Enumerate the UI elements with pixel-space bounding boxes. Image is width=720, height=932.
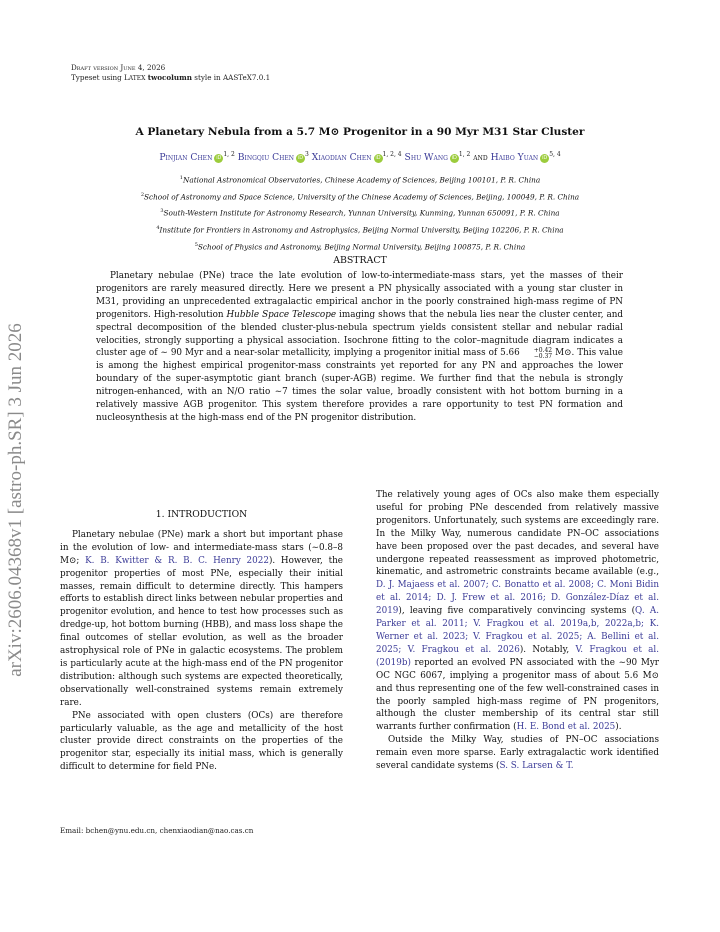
orcid-icon[interactable]: iD — [216, 155, 222, 162]
citation-link[interactable]: S. S. Larsen & T. — [499, 761, 574, 772]
orcid-icon[interactable]: iD — [298, 155, 304, 162]
paragraph — [60, 529, 343, 710]
affiliation-number: 4 — [156, 224, 160, 231]
abstract-body — [96, 270, 623, 425]
abstract-text: Planetary nebulae (PNe) trace the late evolution of low-to-intermediate-mass stars, yet the masses of their progenitors are rarely measured directly. Here we present a PN physically associated with a young star cluster in M31, providing an unprecedented extragalactic empirical anchor in the poorly constrained high-mass regime of PN progenitors. High-resolution — [96, 271, 623, 320]
affiliation-list — [0, 171, 720, 254]
mass-upper: +0.42 — [533, 347, 553, 355]
author-affil-marker: 3 — [305, 151, 309, 158]
citation-link[interactable]: K. B. Kwitter & R. B. C. Henry 2022 — [85, 555, 269, 566]
orcid-icon[interactable]: iD — [375, 155, 381, 162]
abstract-text: imaging shows that the nebula lies near the cluster center, and spectral decomposition of the blended cluster-plus-nebula spectrum yields consistent stellar and nebular radial velocities, strongly supporting a physical association. Isochrone fitting to the color–magnitude diagram indicates a cluster age of ∼ 90 Myr and a near-solar metallicity, implying a progenitor initial mass of 5.66 — [96, 309, 624, 359]
paragraph-text: Planetary nebulae (PNe) mark a short but important phase in the evolution of low- and intermediate-mass stars (∼0.8–8 M⊙; — [60, 529, 343, 566]
paragraph: PNe associated with open clusters (OCs) are therefore particularly valuable, as the age and metallicity of the host cluster provide direct constraints on the properties of the progenitor star, especially its initial mass, which is generally difficult to determine for field PNe. — [60, 710, 343, 773]
affiliation — [0, 171, 720, 188]
author-list — [0, 151, 720, 163]
email-footnote: Email: bchen@ynu.edu.cn, chenxiaodian@nao.cas.cn — [60, 826, 254, 835]
affiliation — [0, 238, 720, 255]
abstract-heading: ABSTRACT — [333, 255, 387, 266]
draft-version: Draft version June 4, 2026 — [71, 63, 166, 72]
author-name[interactable]: Xiaodian Chen — [311, 152, 372, 164]
affiliation — [0, 221, 720, 238]
affiliation-text: Institute for Frontiers in Astronomy and Astrophysics, Beijing Normal University, Beijing 102206, P. R. China — [159, 225, 564, 235]
mass-uncertainty — [520, 348, 552, 360]
author-affil-marker: 1, 2 — [223, 151, 235, 158]
left-column — [60, 509, 343, 774]
paragraph-text: ). — [615, 722, 622, 733]
abstract-text: M⊙. This value is among the highest empirical progenitor-mass constraints yet reported for any PN and approaches the lower boundary of the super-asymptotic giant branch (super-AGB) regime. We further find that the nebula is strongly nitrogen-enhanced, with an N/O ratio ∼7 times the solar value, broadly consistent with hot bottom burning in a relatively massive AGB progenitor. This system therefore provides a rare opportunity to test PN formation and nucleosynthesis at the high-mass end of the PN progenitor distribution. — [96, 348, 623, 424]
affiliation-number: 3 — [160, 208, 164, 215]
typeset-suffix: style in AASTeX7.0.1 — [194, 73, 271, 82]
affiliation-text: School of Astronomy and Space Science, University of the Chinese Academy of Sciences, Beijing, 100049, P. R. China — [144, 192, 580, 202]
paragraph-text: ). Notably, — [519, 644, 576, 655]
arxiv-stamp-text: arXiv:2606.04368v1 [astro-ph.SR] 3 Jun 2026 — [5, 323, 26, 677]
author-affil-marker: 5, 4 — [549, 151, 561, 158]
typeset-prefix: Typeset using L — [71, 73, 129, 82]
citation-link[interactable]: Q. A. Parker et al. 2011; V. Fragkou et al. 2019a,b, 2022a,b; K. Werner et al. 2023; V. Fragkou et al. 2025; A. Bellini et al. 2025; V. Fragkou et al. 2026 — [376, 606, 660, 655]
citation-link[interactable]: V. Fragkou et al. (2019b) — [376, 644, 660, 668]
paragraph-text: ), leaving five comparatively convincing systems ( — [398, 606, 636, 617]
author-name[interactable]: Shu Wang — [404, 152, 448, 164]
paragraph-text: The relatively young ages of OCs also make them especially useful for probing PNe descended from relatively massive progenitors. Unfortunately, such systems are exceedingly rare. In the Milky Way, numerous candidate PN–OC associations have been proposed over the past decades, and several have undergone repeated reassessment as improved photometric, kinematic, and astrometric constraints became available (e.g., — [376, 490, 659, 578]
affiliation — [0, 204, 720, 221]
affiliation-number: 5 — [194, 241, 198, 248]
orcid-icon[interactable]: iD — [542, 155, 548, 162]
citation-link[interactable]: H. E. Bond et al. 2025 — [516, 722, 616, 733]
typeset-style: twocolumn — [147, 73, 192, 82]
affiliation-text: School of Physics and Astronomy, Beijing Normal University, Beijing 100875, P. R. China — [197, 241, 526, 251]
authors-and: and — [473, 152, 488, 164]
author-name[interactable]: Pinjian Chen — [159, 152, 213, 164]
paper-title: A Planetary Nebula from a 5.7 M⊙ Progenitor in a 90 Myr M31 Star Cluster — [135, 126, 585, 138]
mass-lower: −0.37 — [533, 353, 553, 361]
right-column — [376, 489, 659, 773]
citation-link[interactable]: D. J. Majaess et al. 2007; C. Bonatto et al. 2008; C. Moni Bidin et al. 2014; D. J. Frew et al. 2016; D. González-Díaz et al. 2019 — [376, 580, 659, 617]
paragraph-text: Outside the Milky Way, studies of PN–OC associations remain even more sparse. Early extragalactic work identified several candidate systems ( — [376, 735, 659, 772]
draft-header — [71, 63, 270, 84]
affiliation-text: National Astronomical Observatories, Chinese Academy of Sciences, Beijing 100101, P. R. China — [182, 175, 541, 185]
affiliation-text: South-Western Institute for Astronomy Research, Yunnan University, Kunming, Yunnan 650091, P. R. China — [163, 208, 560, 218]
orcid-icon[interactable]: iD — [451, 155, 457, 162]
affiliation — [0, 188, 720, 205]
affiliation-number: 2 — [140, 191, 145, 198]
author-affil-marker: 1, 2, 4 — [382, 151, 402, 158]
paragraph — [376, 489, 659, 734]
author-affil-marker: 1, 2 — [458, 151, 471, 158]
section-heading: 1. INTRODUCTION — [155, 509, 248, 520]
latex-logo: ATEX — [128, 75, 146, 82]
author-name[interactable]: Haibo Yuan — [490, 152, 539, 164]
typeset-line — [71, 73, 270, 84]
affiliation-number: 1 — [179, 175, 183, 181]
author-name[interactable]: Bingqiu Chen — [237, 152, 295, 164]
abstract-hst: Hubble Space Telescope — [226, 309, 337, 320]
paragraph — [376, 734, 659, 773]
paragraph-text: ). However, the progenitor properties of most PNe, especially their initial masses, remain difficult to determine directly. This hampers efforts to establish direct links between nebular properties and progenitor evolution, and hence to test how processes such as dredge-up, hot bottom burning (HBB), and mass loss shape the final outcomes of stellar evolution, as well as the broader astrophysical role of PNe in galactic ecosystems. The problem is particularly acute at the high-mass end of the PN progenitor distribution: although such systems are expected theoretically, observationally well-constrained systems remain extremely rare. — [60, 555, 343, 708]
paragraph-text: reported an evolved PN associated with the ∼90 Myr OC NGC 6067, implying a progenitor mass of about 5.6 M⊙ and thus representing one of the few well-constrained cases in the poorly sampled high-mass regime of PN progenitors, although the cluster membership of its central star still warrants further confirmation ( — [376, 657, 659, 733]
